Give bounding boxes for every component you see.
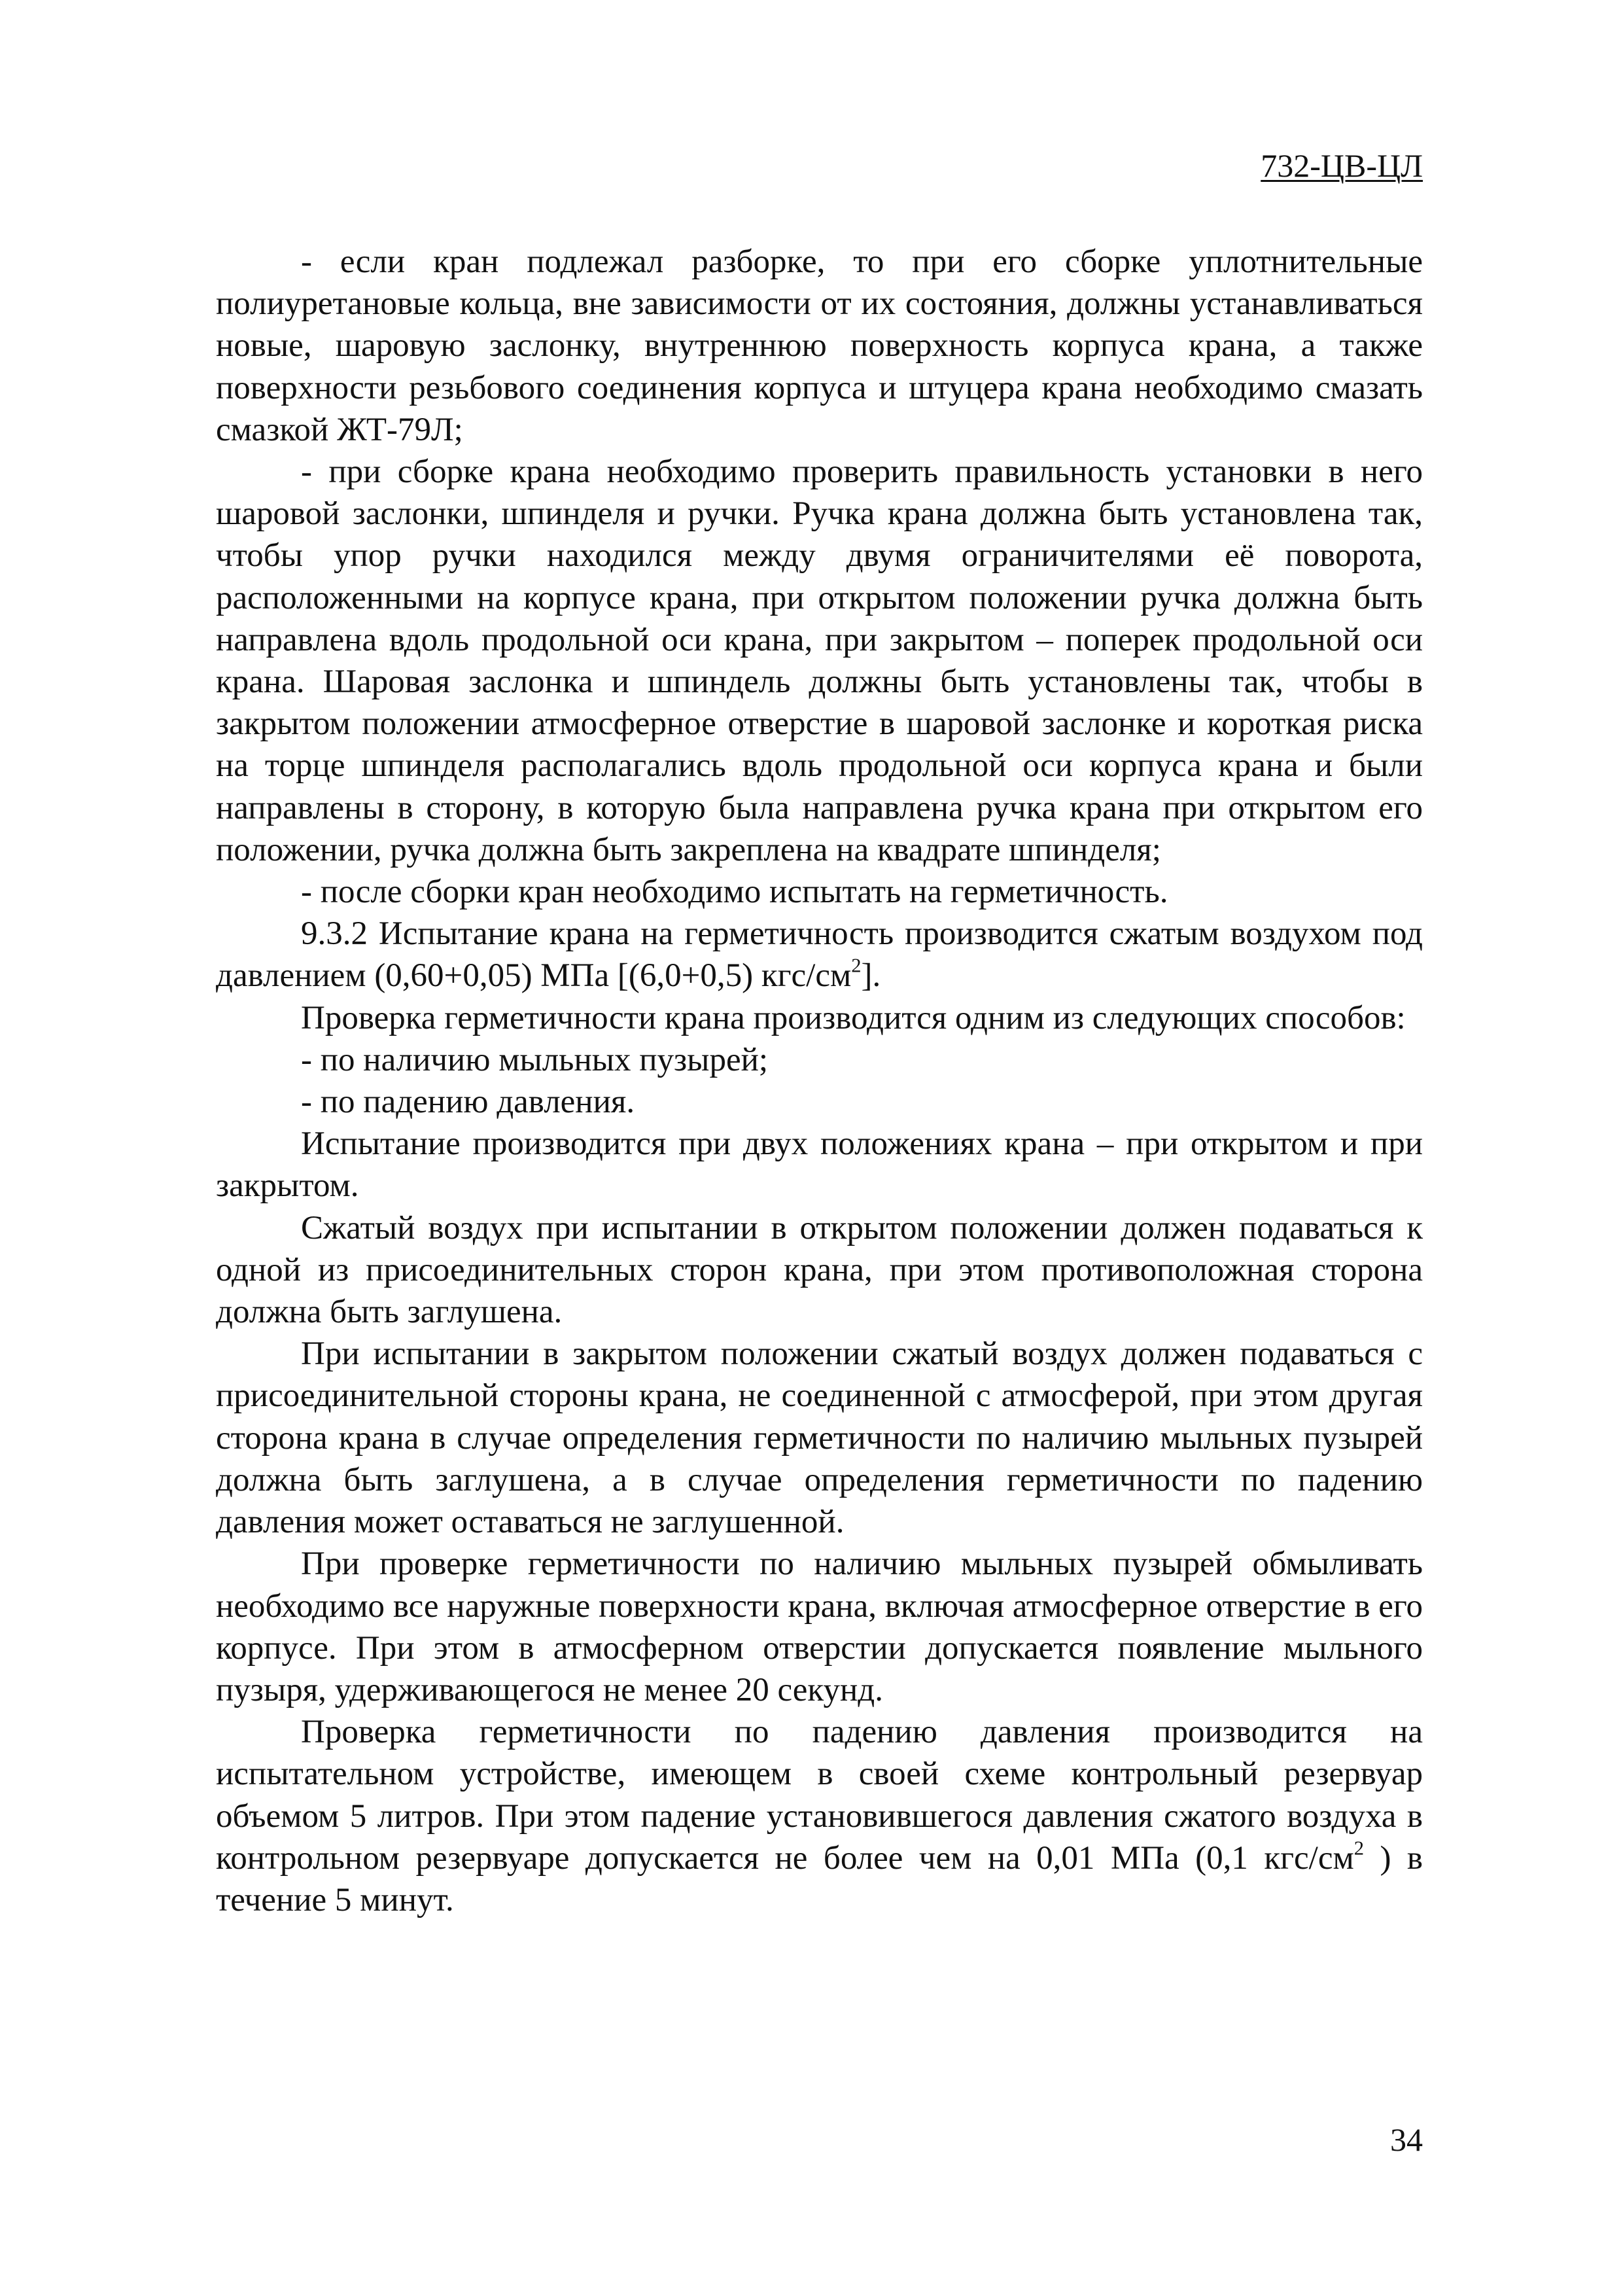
paragraph-closed-position: При испытании в закрытом положении сжатый воздух должен подаваться с присоединительной стороны крана, не соединенной с атмосферой, при этом другая сторона крана в случае определения герметичности по наличию мыльных пузырей должна быть заглушена, а в случае определения герметичности по падению давления может оставаться не заглушенной. (216, 1335, 1423, 1541)
paragraph-disassembly: - если кран подлежал разборке, то при его сборке уплотнительные полиуретановые кольца, вне зависимости от их состояния, должны устанавливаться новые, шаровую заслонку, внутреннюю поверхность корпуса крана, а также поверхности резьбового соединения корпуса и штуцера крана необходимо смазать смазкой ЖТ-79Л; (216, 243, 1423, 448)
page-number: 34 (1390, 2121, 1423, 2158)
paragraph-two-positions: Испытание производится при двух положениях крана – при открытом и при закрытом. (216, 1125, 1423, 1205)
list-item-soap-bubbles: - по наличию мыльных пузырей; (301, 1041, 769, 1078)
paragraph-pressure-check-text: Проверка герметичности по падению давления производится на испытательном устройстве, имеющем в своей схеме контрольный резервуар объемом 5 литров. При этом падение установившегося давления сжатого воздуха в контрольном резервуаре допускается не более чем на 0,01 МПа (0,1 кгс/см (216, 1714, 1423, 1877)
paragraph-check-methods: Проверка герметичности крана производится одним из следующих способов: (301, 999, 1406, 1036)
paragraph-9-3-2 (216, 913, 1423, 997)
paragraph-assembly-check: - при сборке крана необходимо проверить правильность установки в него шаровой заслонки, шпинделя и ручки. Ручка крана должна быть установлена так, чтобы упор ручки находился между двумя ограничителями её поворота, расположенными на корпусе крана, при открытом положении ручка должна быть направлена вдоль продольной оси крана, при закрытом – поперек продольной оси крана. Шаровая заслонка и шпиндель должны быть установлены так, чтобы в закрытом положении атмосферное отверстие в шаровой заслонке и короткая риска на торце шпинделя располагались вдоль продольной оси корпуса крана и были направлены в сторону, в которую была направлена ручка крана при открытом его положении, ручка должна быть закреплена на квадрате шпинделя; (216, 453, 1423, 868)
document-body (216, 241, 1423, 1921)
paragraph-pressure-check (216, 1711, 1423, 1921)
document-code: 732-ЦВ-ЦЛ (1261, 147, 1423, 184)
paragraph-open-position: Сжатый воздух при испытании в открытом положении должен подаваться к одной из присоединительных сторон крана, при этом противоположная сторона должна быть заглушена. (216, 1209, 1423, 1331)
paragraph-9-3-2-text: 9.3.2 Испытание крана на герметичность производится сжатым воздухом под давлением (0,60+0,05) МПа [(6,0+0,5) кгс/см (216, 915, 1423, 995)
paragraph-soap-check: При проверке герметичности по наличию мыльных пузырей обмыливать необходимо все наружные поверхности крана, включая атмосферное отверстие в его корпусе. При этом в атмосферном отверстии допускается появление мыльного пузыря, удерживающегося не менее 20 секунд. (216, 1545, 1423, 1708)
superscript: 2 (1353, 1837, 1365, 1860)
paragraph-pressure-check-end: ) в течение 5 минут. (216, 1839, 1423, 1918)
list-item-pressure-drop: - по падению давления. (301, 1084, 635, 1121)
paragraph-leak-test-required: - после сборки кран необходимо испытать на герметичность. (301, 874, 1168, 911)
paragraph-9-3-2-end: ]. (861, 957, 881, 995)
superscript: 2 (851, 955, 862, 978)
